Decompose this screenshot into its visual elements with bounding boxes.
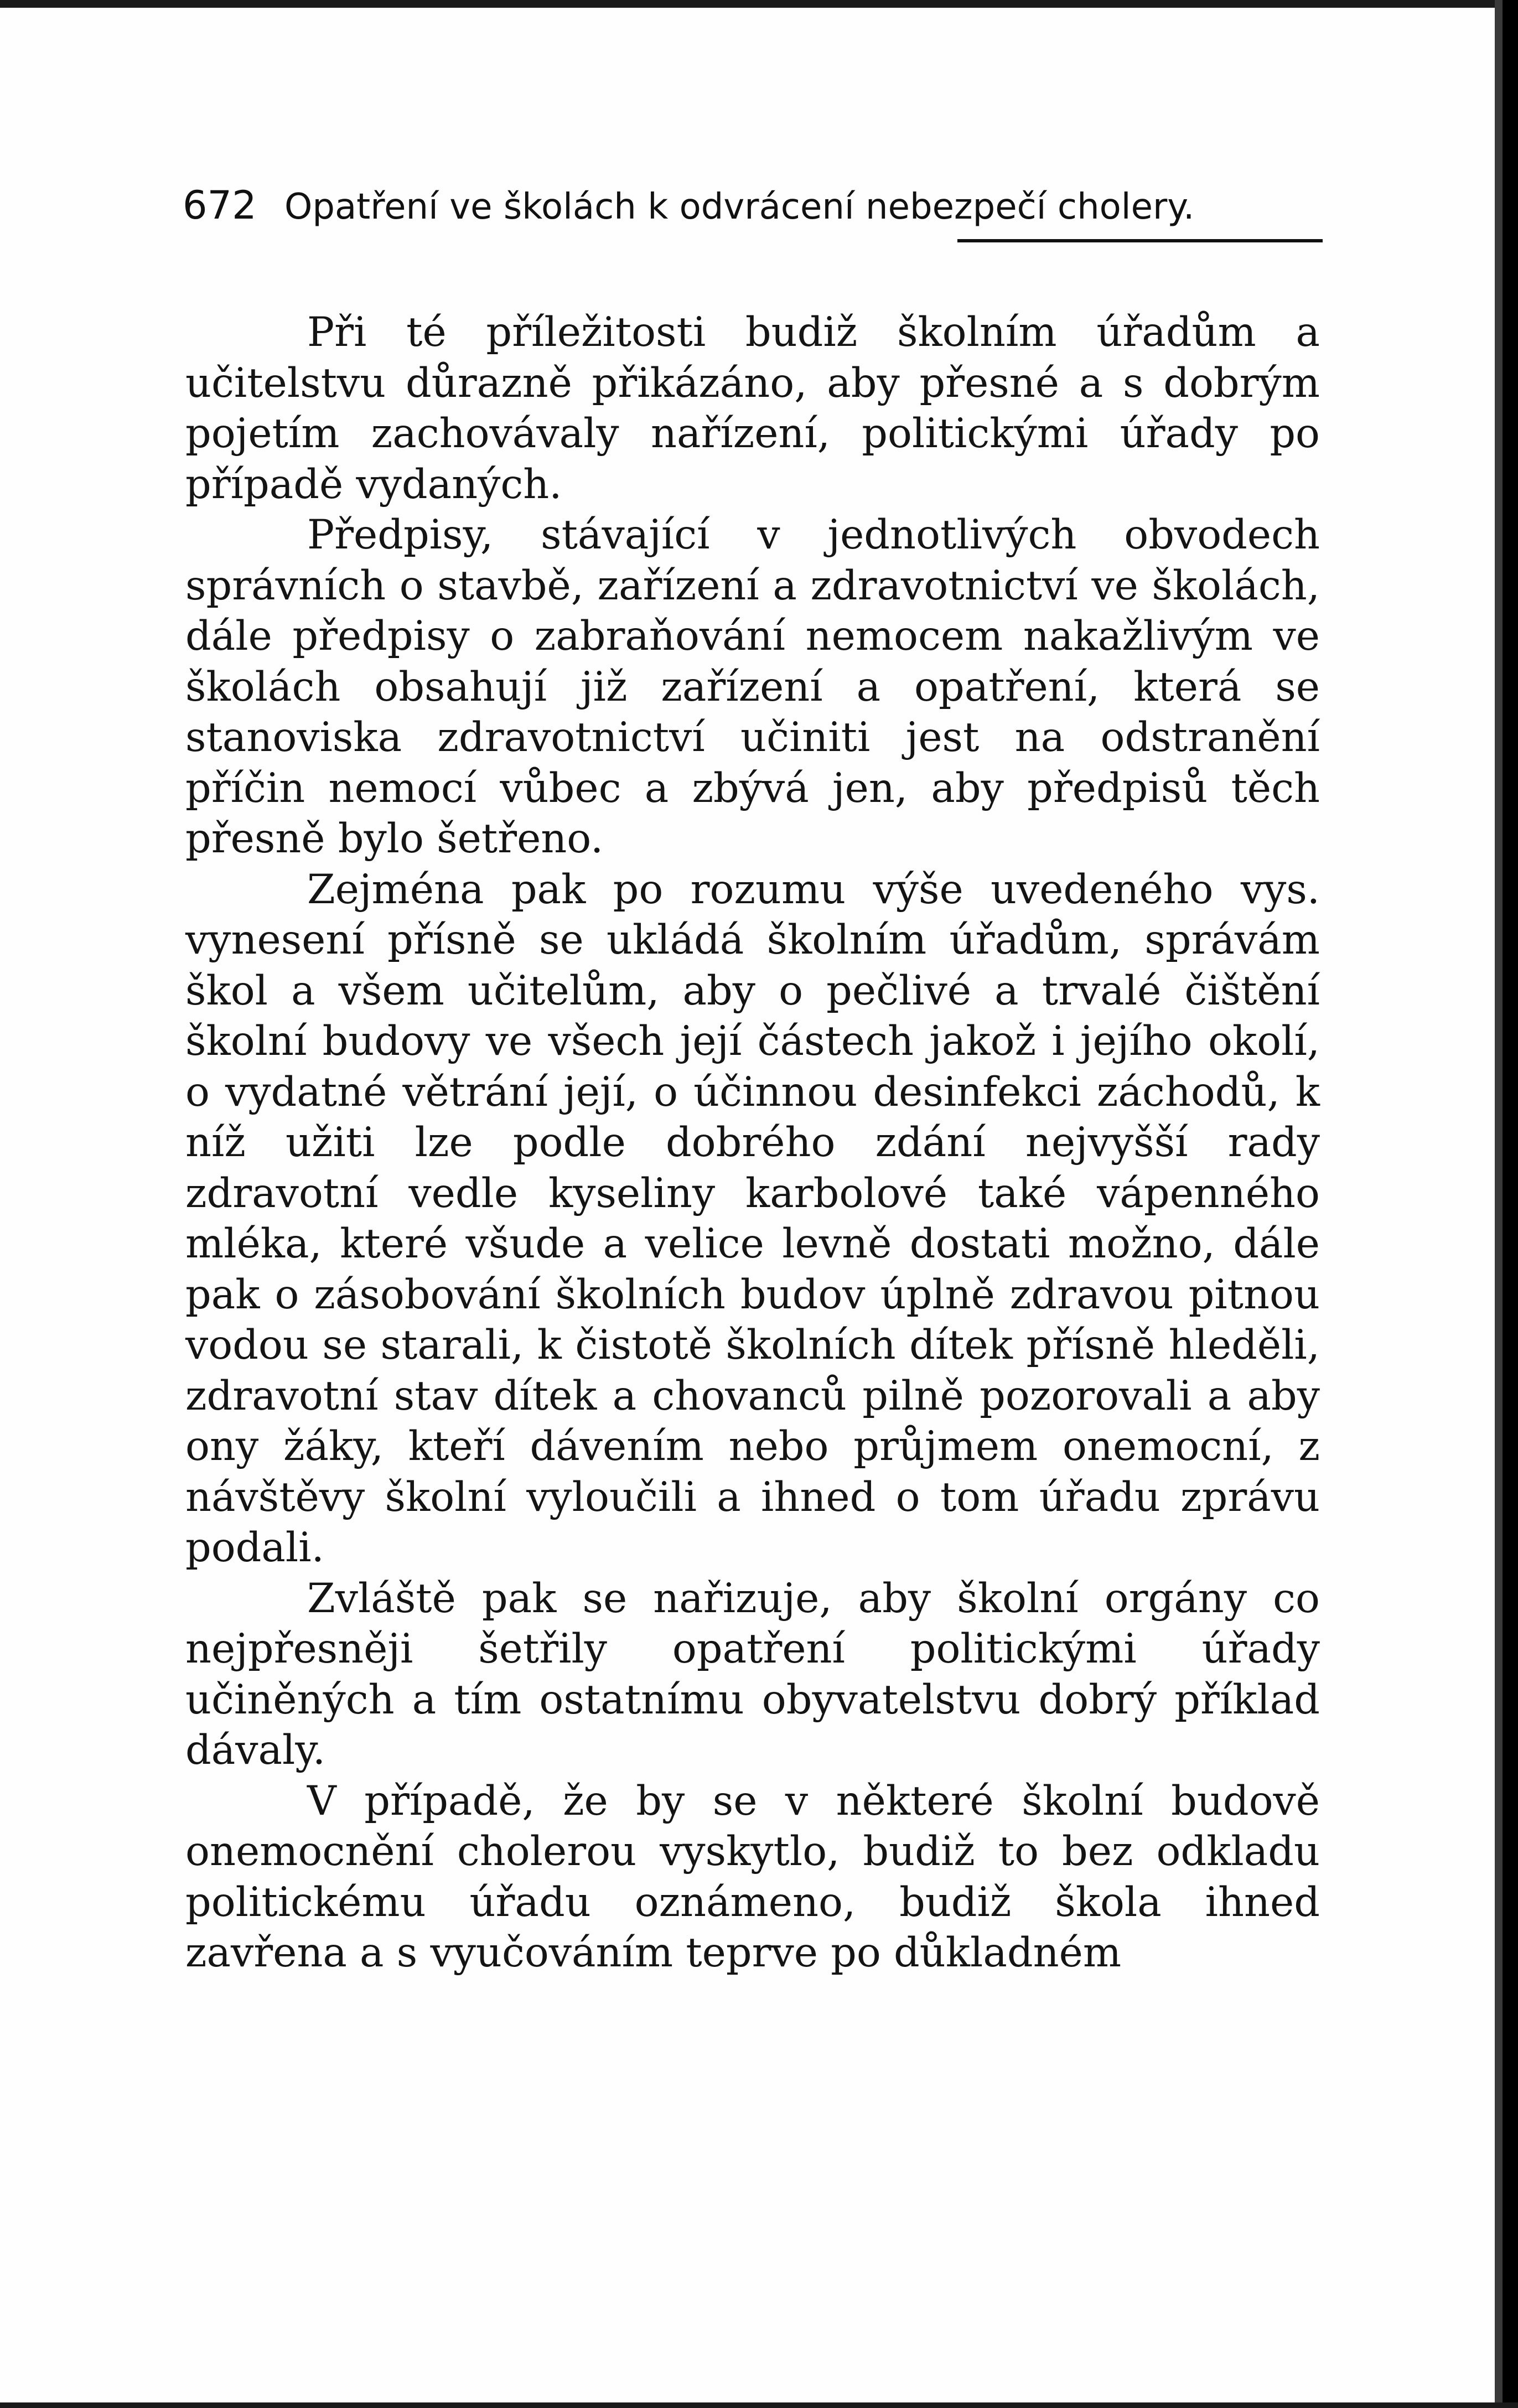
paragraph-5: V případě, že by se v některé školní budově onemocnění cholerou vyskytlo, budiž to bez odkladu politickému úřadu oznámeno, budiž škola ihned zavřena a s vyučováním teprve po důkladném xyxy=(185,1777,1320,1976)
page-number: 672 xyxy=(183,183,257,228)
header-rule xyxy=(957,239,1323,242)
paragraph-2: Předpisy, stávající v jednotlivých obvodech správních o stavbě, zařízení a zdravotnictví ve školách, dále předpisy o zabraňování nemocem nakažlivým ve školách obsahují již zařízení a opatření, která se stanoviska zdravotnictví učiniti jest na odstranění příčin nemocí vůbec a zbývá jen, aby předpisů těch přesně bylo šetřeno. xyxy=(185,511,1320,862)
scan-top-edge xyxy=(0,0,1518,8)
paragraph-1: Při té příležitosti budiž školním úřadům a učitelstvu důrazně přikázáno, aby přesné a s dobrým pojetím zachovávaly nařízení, politickými úřady po případě vydaných. xyxy=(185,309,1320,508)
scan-right-edge xyxy=(1503,0,1518,2408)
running-head: Opatření ve školách k odvrácení nebezpečí cholery. xyxy=(284,187,1195,227)
scan-right-shadow xyxy=(1495,0,1503,2408)
scan-bottom-edge xyxy=(0,2402,1518,2408)
body-text xyxy=(185,307,1320,1979)
paragraph-3: Zejména pak po rozumu výše uvedeného vys. vynesení přísně se ukládá školním úřadům, správám škol a všem učitelům, aby o pečlivé a trvalé čištění školní budovy ve všech její částech jakož i jejího okolí, o vydatné větrání její, o účinnou desinfekci záchodů, k níž užiti lze podle dobrého zdání nejvyšší rady zdravotní vedle kyseliny karbolové také vápenného mléka, které všude a velice levně dostati možno, dále pak o zásobování školních budov úplně zdravou pitnou vodou se starali, k čistotě školních dítek přísně hleděli, zdravotní stav dítek a chovanců pilně pozorovali a aby ony žáky, kteří dávením nebo průjmem onemocní, z návštěvy školní vyloučili a ihned o tom úřadu zprávu podali. xyxy=(185,866,1320,1571)
paragraph-4: Zvláště pak se nařizuje, aby školní orgány co nejpřesněji šetřily opatření politickými úřady učiněných a tím ostatnímu obyvatelstvu dobrý příklad dávaly. xyxy=(185,1575,1320,1774)
page-header xyxy=(183,183,1317,238)
